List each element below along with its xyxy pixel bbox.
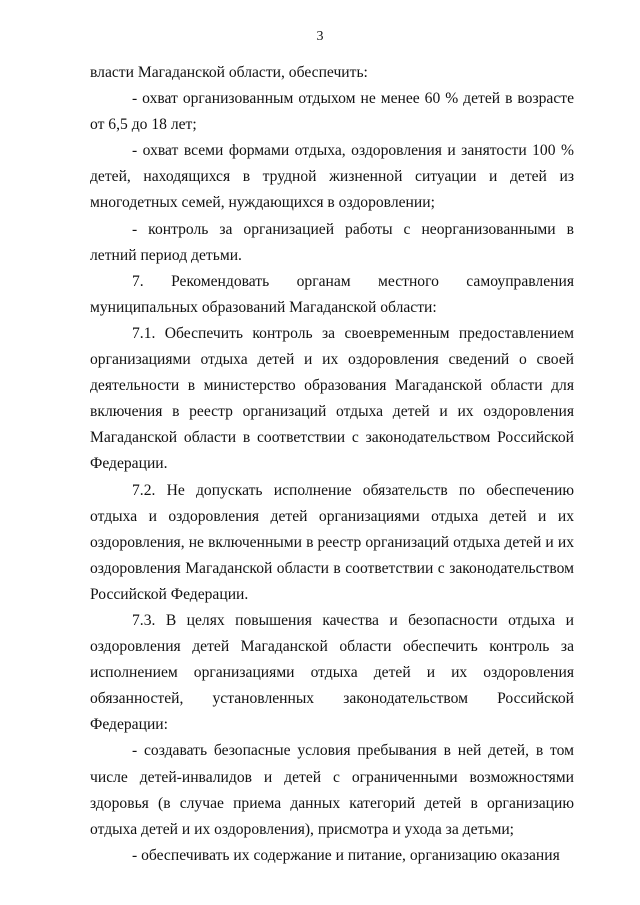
paragraph-continuation: власти Магаданской области, обеспечить:	[90, 64, 368, 81]
paragraph-bullet-safe-conditions: - создавать безопасные условия пребывания в ней детей, в том числе детей-инвалидов и детей с ограниченными возможностями здоровья (в случае приема данных категорий детей в организацию отдыха детей и их оздоровления), присмотра и ухода за детьми;	[90, 742, 574, 838]
paragraph-bullet-control-unorganized: - контроль за организацией работы с неорганизованными в летний период детьми.	[90, 220, 574, 264]
paragraph-item-7-2: 7.2. Не допускать исполнение обязательств по обеспечению отдыха и оздоровления детей организациями отдыха детей и их оздоровления, не включенными в реестр организаций отдыха детей и их оздоровления Магаданской области в соответствии с законодательством Российской Федерации.	[90, 481, 574, 603]
paragraph-bullet-coverage-all-forms: - охват всеми формами отдыха, оздоровления и занятости 100 % детей, находящихся в трудной жизненной ситуации и детей из многодетных семей, нуждающихся в оздоровлении;	[90, 142, 574, 212]
paragraph-bullet-coverage-organized: - охват организованным отдыхом не менее 60 % детей в возрасте от 6,5 до 18 лет;	[90, 90, 574, 134]
document-body	[90, 60, 574, 869]
paragraph-bullet-maintenance: - обеспечивать их содержание и питание, организацию оказания	[132, 846, 560, 864]
paragraph-item-7: 7. Рекомендовать органам местного самоуправления муниципальных образований Магаданской области:	[90, 272, 574, 316]
paragraph-item-7-3: 7.3. В целях повышения качества и безопасности отдыха и оздоровления детей Магаданской области обеспечить контроль за исполнением организациями отдыха детей и их оздоровления обязанностей, установленных законодательством Российской Федерации:	[90, 611, 574, 734]
paragraph-item-7-1: 7.1. Обеспечить контроль за своевременным предоставлением организациями отдыха детей и их оздоровления сведений о своей деятельности в министерство образования Магаданской области для включения в реестр организаций отдыха детей и их оздоровления Магаданской области в соответствии с законодательством Российской Федерации.	[90, 324, 574, 473]
page-number: 3	[316, 29, 324, 44]
